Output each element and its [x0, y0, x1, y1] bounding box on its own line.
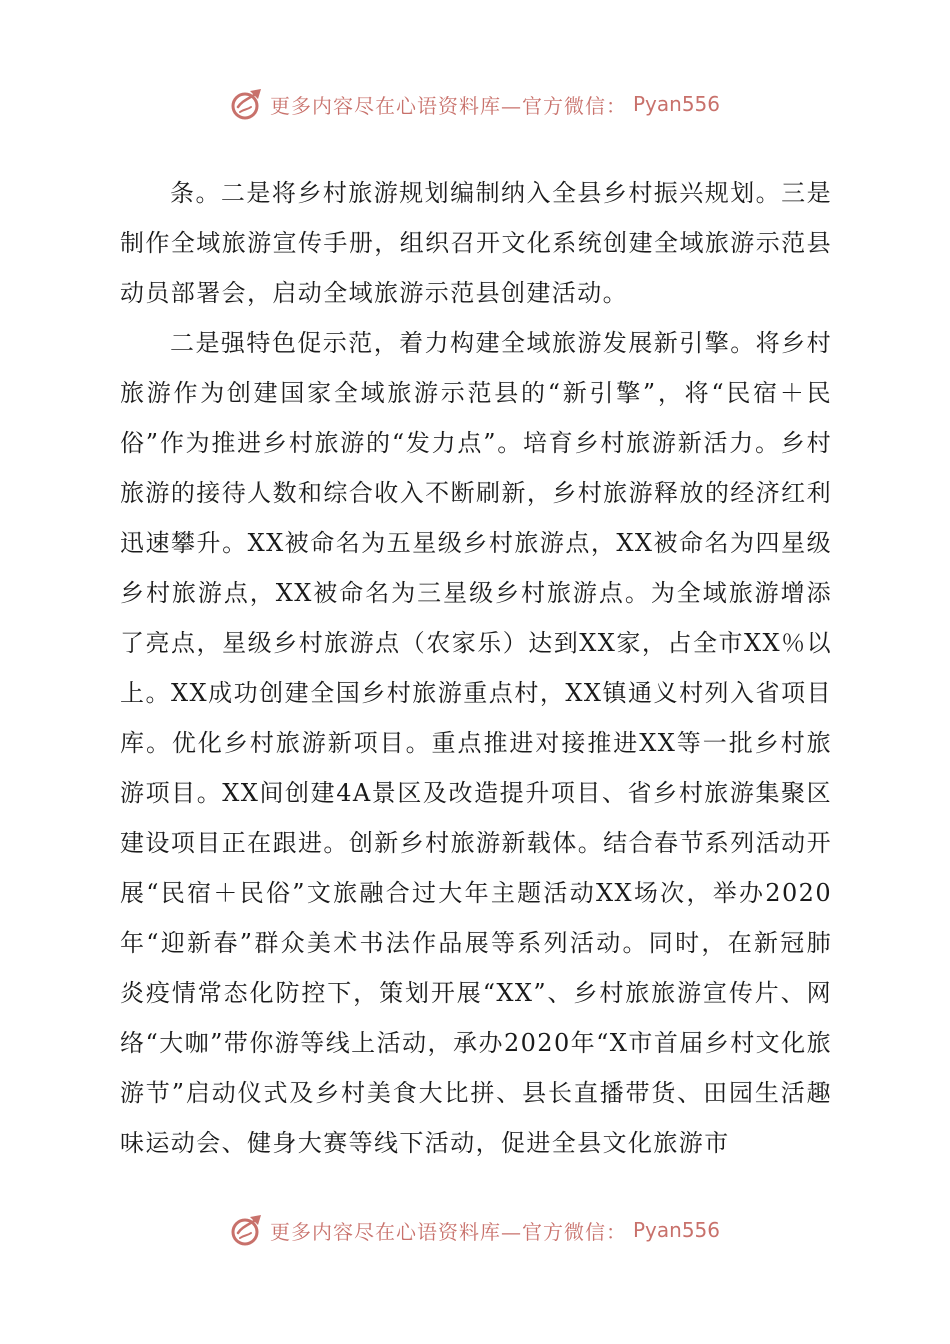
header-watermark — [0, 84, 950, 124]
pen-logo-icon — [230, 1213, 264, 1247]
paragraph-rural-tourism: 二是强特色促示范，着力构建全域旅游发展新引擎。将乡村旅游作为创建国家全域旅游示范县的“新引擎”，将“民宿＋民俗”作为推进乡村旅游的“发力点”。培育乡村旅游新活力。乡村旅游的接待人数和综合收入不断刷新，乡村旅游释放的经济红利迅速攀升。XX被命名为五星级乡村旅游点，XX被命名为四星级乡村旅游点，XX被命名为三星级乡村旅游点。为全域旅游增添了亮点，星级乡村旅游点（农家乐）达到XX家，占全市XX％以上。XX成功创建全国乡村旅游重点村，XX镇通义村列入省项目库。优化乡村旅游新项目。重点推进对接推进XX等一批乡村旅游项目。XX间创建4A景区及改造提升项目、省乡村旅游集聚区建设项目正在跟进。创新乡村旅游新载体。结合春节系列活动开展“民宿＋民俗”文旅融合过大年主题活动XX场次，举办2020年“迎新春”群众美术书法作品展等系列活动。同时，在新冠肺炎疫情常态化防控下，策划开展“XX”、乡村旅旅游宣传片、网络“大咖”带你游等线上活动，承办2020年“X市首届乡村文化旅游节”启动仪式及乡村美食大比拼、县长直播带货、田园生活趣味运动会、健身大赛等线下活动，促进全县文化旅游市 — [120, 329, 832, 1157]
pen-logo-icon — [230, 87, 264, 121]
watermark-wechat-id: Pyan556 — [632, 1218, 720, 1242]
watermark-text: 更多内容尽在心语资料库—官方微信： — [269, 1219, 627, 1244]
watermark-text: 更多内容尽在心语资料库—官方微信： — [269, 93, 627, 118]
document-body — [120, 168, 832, 1168]
paragraph-continuation: 条。二是将乡村旅游规划编制纳入全县乡村振兴规划。三是制作全域旅游宣传手册，组织召开文化系统创建全域旅游示范县动员部署会，启动全域旅游示范县创建活动。 — [120, 179, 832, 307]
watermark-wechat-id: Pyan556 — [632, 92, 720, 116]
footer-watermark — [0, 1210, 950, 1250]
